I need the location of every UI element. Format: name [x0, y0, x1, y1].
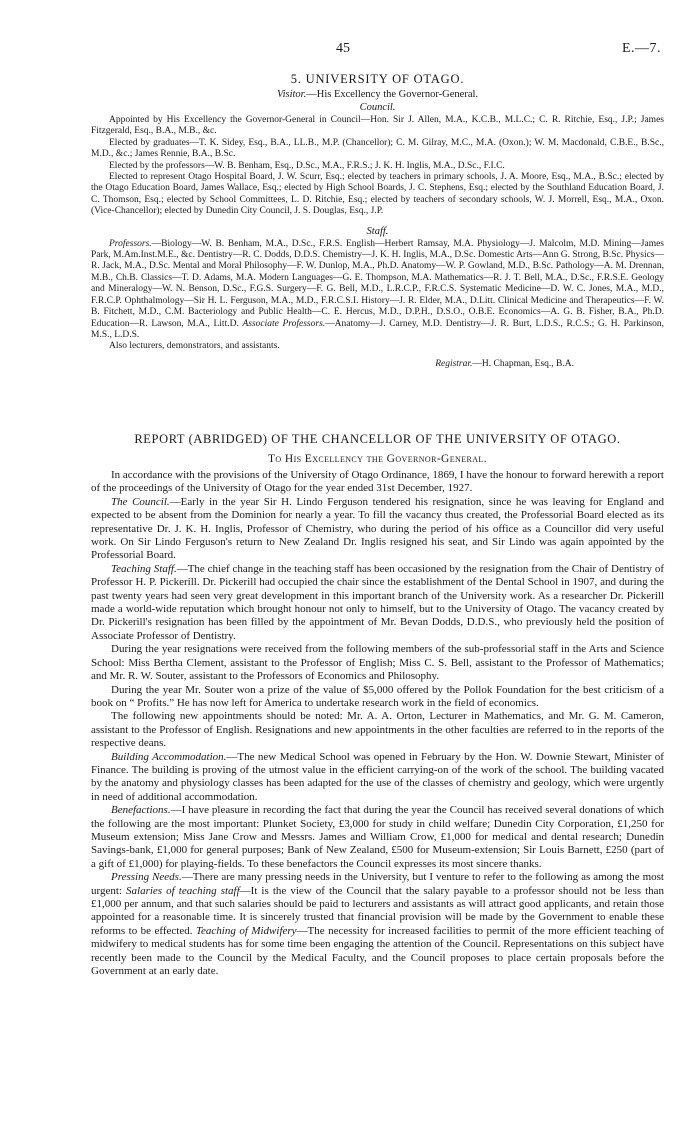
paragraph-text: —Early in the year Sir H. Lindo Ferguson tendered his resignation, since he was leaving for England and expected to be absent from the Dominion for nearly a year. To fill the vacancy thus created, the Professorial Board elected as its representative Dr. J. K. H. Inglis, Professor of Chemistry, who during the period of his office as a Councillor did very useful work. On Sir Lindo Ferguson's return to New Zealand Dr. Inglis resigned his seat, and Sir Lindo was again appointed by the Professorial Board. [91, 495, 664, 562]
subheading-salaries: Salaries of teaching staff [126, 884, 240, 897]
paragraph-heading: Benefactions. [111, 804, 171, 817]
council-paragraph: Appointed by His Excellency the Governor-General in Council—Hon. Sir J. Allen, M.A., K.C.B., M.L.C.; C. R. Ritchie, Esq., J.P.; James Fitzgerald, Esq., B.A., M.B., &c. [91, 115, 664, 137]
council-paragraph: Elected to represent Otago Hospital Board, J. W. Scurr, Esq.; elected by teachers in primary schools, J. A. Moore, Esq., M.A., B.Sc.; elected by the Otago Education Board, James Wallace, Esq.; elected by High School Boards, J. C. Stephens, Esq.; elected by the Southland Education Board, J. C. Thomson, Esq.; elected by School Committees, L. D. Ritchie, Esq.; elected by teachers of secondary schools, W. J. Morrell, Esq., M.A., Oxon. (Vice-Chancellor); elected by Dunedin City Council, J. S. Douglas, Esq., J.P. [91, 172, 664, 217]
paragraph-heading: Building Accommodation. [111, 750, 227, 763]
staff-list [91, 239, 664, 353]
report-paragraph [91, 563, 664, 643]
report-paragraph [91, 804, 664, 871]
paragraph-text: —The chief change in the teaching staff has been occasioned by the resignation from the Chair of Dentistry of Professor H. P. Pickerill. Dr. Pickerill had occupied the chair since the establishment of the Dental School in 1907, and during the past twenty years had seen very great development in this important branch of the University work. As a researcher Dr. Pickerill made a world-wide reputation which brought honour not only to himself, but to the University of Otago. The vacancy created by Dr. Pickerill's resignation has been filled by the appointment of Mr. Bevan Dodds, D.D.S., who previously held the position of Associate Professor of Dentistry. [91, 562, 664, 642]
university-section [91, 72, 664, 369]
professors-paragraph [91, 239, 664, 342]
report-addressee: To His Excellency the Governor-General. [268, 453, 487, 465]
paragraph-heading: Pressing Needs. [111, 871, 182, 884]
paragraph-text: —I have pleasure in recording the fact that during the year the Council has received several donations of which the following are the most important: Plunket Society, £3,000 for study in child welfare; Dunedin City Corporation, £1,250 for Museum extension; Miss Jane Crow and Messrs. James and William Crow, £1,000 for medical and dental research; Dunedin Savings-bank, £1,000 for general purposes; Bank of New Zealand, £500 for Museum-extension; Sir Louis Barnett, £250 (part of a gift of £1,000) for playing-fields. To these benefactors the Council expresses its most sincere thanks. [91, 804, 664, 870]
subheading-midwifery: Teaching of Midwifery [195, 924, 297, 937]
section-title: 5. UNIVERSITY OF OTAGO. [290, 72, 465, 86]
report-paragraph [91, 871, 664, 978]
associate-text: —Anatomy—J. Carney, M.D. Dentistry—J. R. Burt, L.D.S., R.C.S.; G. H. Parkinson, M.S., L.D.S. [91, 318, 664, 340]
report-paragraph [91, 751, 664, 805]
paragraph-text: —It is the view of the Council that the salary payable to a professor should not be less than £1,000 per annum, and that such salaries should be paid to lecturers and assistants as will attract good applicants, and retain those appointed for a reasonable time. It is sincerely trusted that financial provision will be made by the Government to enable these reforms to be effected. [91, 884, 665, 937]
registrar-value: —H. Chapman, Esq., B.A. [472, 358, 574, 369]
paragraph-text: —The necessity for increased facilities to permit of the more efficient teaching of midwifery to medical students has for some time been engaging the attention of the Council. Representations on this subject have recently been made to the Council by the Medical Faculty, and the Council proposes to place certain proposals before the Government at an early date. [91, 924, 664, 978]
report-paragraph [91, 496, 664, 563]
visitor-line [91, 89, 664, 100]
report-section [91, 432, 664, 978]
council-heading: Council. [359, 102, 396, 113]
document-reference: E.—7. [622, 41, 662, 56]
paragraph-text: —There are many pressing needs in the University, but I venture to refer to the following as among the most urgent: [91, 871, 664, 897]
council-paragraph: Elected by the professors—W. B. Benham, Esq., D.Sc., M.A., F.R.S.; J. K. H. Inglis, M.A., D.Sc., F.I.C. [109, 160, 505, 171]
paragraph-heading: Teaching Staff. [111, 562, 177, 575]
report-paragraph: In accordance with the provisions of the University of Otago Ordinance, 1869, I have the honour to forward herewith a report of the proceedings of the University of Otago for the year ended 31st December, 1927. [91, 469, 664, 495]
staff-heading: Staff. [366, 225, 389, 237]
paragraph-heading: The Council. [111, 495, 170, 508]
page-number: 45 [336, 41, 350, 56]
registrar-label: Registrar. [435, 358, 473, 369]
visitor-label: Visitor. [276, 89, 307, 100]
report-paragraph: The following new appointments should be noted: Mr. A. A. Orton, Lecturer in Mathematics, and Mr. G. M. Cameron, assistant to the Professor of English. Resignations and new appointments in the other faculties are referred to in the reports of the respective deans. [91, 710, 664, 750]
visitor-value: —His Excellency the Governor-General. [306, 89, 479, 100]
council-paragraph: Elected by graduates—T. K. Sidey, Esq., B.A., LL.B., M.P. (Chancellor); C. M. Gilray, M.C., M.A. (Oxon.); W. M. Macdonald, C.B.E., B.Sc., M.D., &c.; James Rennie, B.A., B.Sc. [91, 137, 664, 160]
professors-text: —Biology—W. B. Benham, M.A., D.Sc., F.R.S. English—Herbert Ramsay, M.A. Physiology—J. Malcolm, M.D. Mining—James Park, M.Am.Inst.M.E., &c. Dentistry—R. C. Dodds, D.D.S. Chemistry—J. K. H. Inglis, M.A., D.Sc. Domestic Arts—Ann G. Strong, B.Sc. Physics—R. Jack, M.A., D.Sc. Mental and Moral Philosophy—F. W. Dunlop, M.A., Ph.D. Anatomy—W. P. Gowland, M.D., B.Sc. Pathology—A. M. Drennan, M.B., Ch.B. Classics—T. D. Adams, M.A. Modern Languages—G. E. Thompson, M.A. Mathematics—R. J. T. Bell, M.A., D.Sc., F.R.S.E. Geology and Mineralogy—W. N. Benson, D.Sc., F.G.S. Surgery—F. G. Bell, M.D., L.R.C.P., F.R.C.S. Systematic Medicine—D. W. C. Jones, M.A., M.D., F.R.C.P. Ophthalmology—Sir H. L. Ferguson, M.A., M.D., F.R.C.S.I. History—J. R. Elder, M.A., D.Litt. Clinical Medicine and Therapeutics—F. W. B. Fitchett, M.D., C.M. Bacteriology and Public Health—C. E. Hercus, M.D., D.P.H., D.S.O., O.B.E. Economics—A. G. B. Fisher, B.A., Ph.D. Education—R. Lawson, M.A., Litt.D. [91, 238, 664, 329]
associate-label: Associate Professors. [242, 318, 326, 329]
registrar-line [91, 359, 574, 369]
report-paragraph: During the year resignations were received from the following members of the sub-professorial staff in the Arts and Science School: Miss Bertha Clement, assistant to the Professor of English; Miss C. S. Bell, assistant to the Professor of Mathematics; and Mr. R. W. Souter, assistant to the Professors of Economics and Philosophy. [91, 643, 664, 683]
paragraph-text: —The new Medical School was opened in February by the Hon. W. Downie Stewart, Minister of Finance. The building is proving of the utmost value in the efficient carrying-on of the work of the school. The building vacated by the anatomy and physiology classes has been adapted for the use of the classes of chemistry and geology, which were urgently in need of additional accommodation. [91, 750, 664, 803]
professors-label: Professors. [109, 238, 152, 249]
report-paragraph: During the year Mr. Souter won a prize of the value of $5,000 offered by the Pollok Foundation for the best criticism of a book on “ Profits.” He has now left for America to undertake research work in the field of economics. [91, 683, 664, 709]
report-body [91, 469, 664, 978]
council-list [91, 115, 664, 218]
report-title: REPORT (ABRIDGED) OF THE CHANCELLOR OF THE UNIVERSITY OF OTAGO. [134, 432, 621, 446]
also-paragraph: Also lecturers, demonstrators, and assistants. [109, 341, 280, 352]
